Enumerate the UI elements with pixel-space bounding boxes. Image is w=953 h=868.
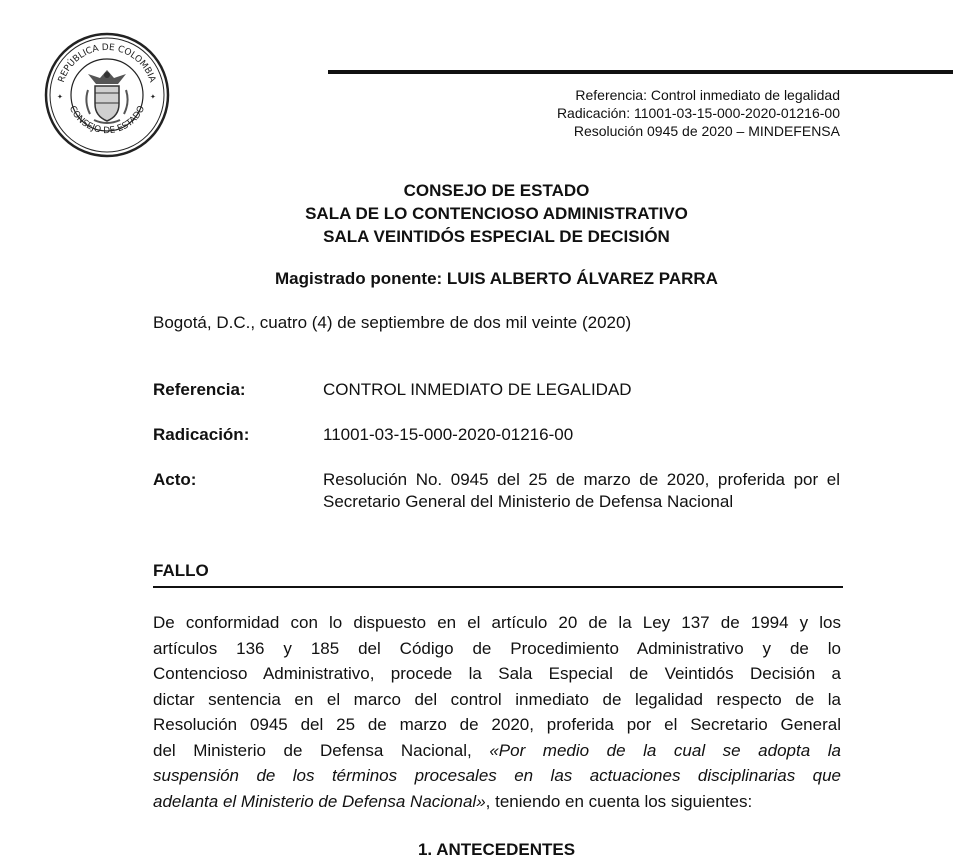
radicacion-value: 11001-03-15-000-2020-01216-00 — [323, 425, 574, 444]
institution-heading — [0, 179, 953, 248]
referencia-label: Referencia: — [153, 380, 246, 399]
seal-top-text: REPÚBLICA DE COLOMBIA — [56, 42, 158, 84]
paragraph-line — [153, 789, 841, 815]
institution-line-2: SALA DE LO CONTENCIOSO ADMINISTRATIVO — [305, 204, 688, 223]
coat-of-arms-icon — [86, 70, 127, 123]
seal-star-left: ✦ — [57, 94, 63, 101]
referencia-value: CONTROL INMEDIATO DE LEGALIDAD — [323, 380, 632, 399]
paragraph-text: , teniendo en cuenta los siguientes: — [485, 791, 753, 811]
fallo-paragraph — [153, 610, 841, 814]
header-referencia: Referencia: Control inmediato de legalidad — [575, 87, 840, 103]
header-radicacion: Radicación: 11001-03-15-000-2020-01216-00 — [556, 105, 840, 121]
resolution-title-quote: «Por medio de la cual se adopta la — [489, 740, 841, 760]
paragraph-line — [153, 738, 841, 764]
fallo-title: FALLO — [153, 561, 209, 580]
consejo-de-estado-seal — [44, 32, 170, 158]
header-resolucion: Resolución 0945 de 2020 – MINDEFENSA — [573, 123, 840, 139]
paragraph-line: Contencioso Administrativo, procede la Sala Especial de Veintidós Decisión a — [153, 664, 841, 683]
header-rule — [328, 70, 953, 74]
document-date: Bogotá, D.C., cuatro (4) de septiembre de dos mil veinte (2020) — [153, 313, 632, 332]
magistrado-ponente: Magistrado ponente: LUIS ALBERTO ÁLVAREZ PARRA — [275, 269, 718, 288]
acto-value: Resolución No. 0945 del 25 de marzo de 2020, proferida por el Secretario General del Ministerio de Defensa Nacional — [323, 470, 840, 511]
acto-label: Acto: — [153, 470, 197, 489]
fallo-rule — [153, 586, 843, 588]
resolution-title-quote: adelanta el Ministerio de Defensa Nacional» — [153, 791, 486, 811]
paragraph-line: dictar sentencia en el marco del control inmediato de legalidad respecto de la — [153, 689, 841, 709]
seal-star-right: ✦ — [150, 94, 156, 101]
radicacion-label: Radicación: — [153, 425, 250, 444]
resolution-title-quote: suspensión de los términos procesales en las actuaciones disciplinarias que — [153, 766, 841, 785]
section-title-antecedentes: 1. ANTECEDENTES — [417, 840, 576, 859]
paragraph-text: del Ministerio de Defensa Nacional, — [153, 740, 490, 760]
institution-line-1: CONSEJO DE ESTADO — [403, 181, 590, 200]
paragraph-line: artículos 136 y 185 del Código de Procedimiento Administrativo y de lo — [153, 638, 841, 658]
institution-line-3: SALA VEINTIDÓS ESPECIAL DE DECISIÓN — [323, 227, 670, 246]
paragraph-line: Resolución 0945 del 25 de marzo de 2020, proferida por el Secretario General — [153, 715, 841, 734]
paragraph-line: De conformidad con lo dispuesto en el artículo 20 de la Ley 137 de 1994 y los — [153, 613, 841, 632]
running-header — [557, 86, 840, 140]
seal-bottom-text: CONSEJO DE ESTADO — [66, 104, 148, 137]
